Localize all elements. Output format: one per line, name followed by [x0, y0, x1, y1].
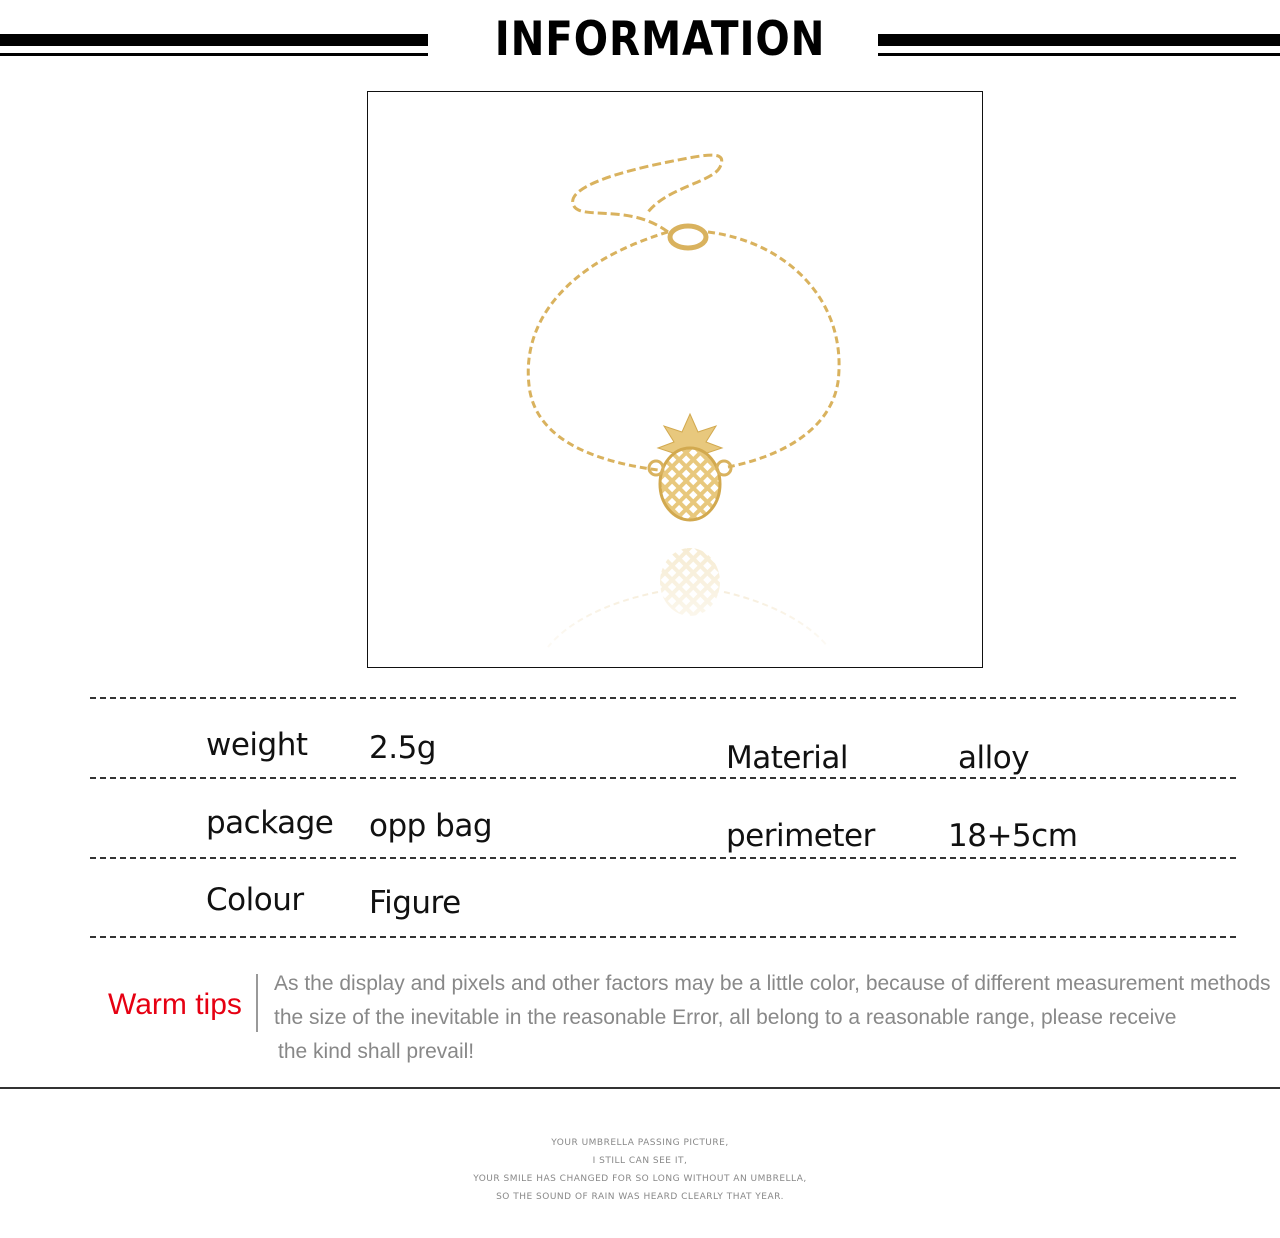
- footer-poem-line: SO THE SOUND OF RAIN WAS HEARD CLEARLY THAT YEAR.: [496, 1192, 784, 1202]
- extender-chain: [573, 155, 722, 232]
- lobster-clasp: [670, 226, 706, 248]
- footer-poem-line: I STILL CAN SEE IT,: [592, 1156, 688, 1166]
- footer-poem-line: YOUR SMILE HAS CHANGED FOR SO LONG WITHOUT AN UMBRELLA,: [473, 1174, 807, 1184]
- pineapple-charm: [649, 414, 731, 520]
- table-divider: [90, 777, 1236, 779]
- header-bar-left: [0, 34, 428, 46]
- warm-tips-title: Warm tips: [108, 988, 242, 1021]
- package-value: opp bag: [369, 808, 493, 844]
- section-divider: [0, 1087, 1280, 1089]
- bracelet-illustration: [368, 92, 983, 668]
- warm-tips-separator: [256, 974, 258, 1032]
- material-label: Material: [726, 740, 848, 776]
- weight-value: 2.5g: [369, 730, 436, 766]
- perimeter-value: 18+5cm: [948, 818, 1078, 854]
- colour-label: Colour: [206, 882, 304, 918]
- header-bar-right: [878, 34, 1280, 46]
- header-line-left: [0, 53, 428, 56]
- header-line-right: [878, 53, 1280, 56]
- package-label: package: [206, 805, 334, 841]
- table-divider: [90, 857, 1236, 859]
- weight-label: weight: [206, 727, 308, 763]
- perimeter-label: perimeter: [726, 818, 875, 854]
- table-divider: [90, 697, 1236, 699]
- warm-tips-line: the size of the inevitable in the reasonable Error, all belong to a reasonable range, please receive: [274, 1006, 1177, 1029]
- page-title: INFORMATION: [494, 12, 826, 67]
- product-photo: [367, 91, 983, 668]
- footer-poem-line: YOUR UMBRELLA PASSING PICTURE,: [551, 1138, 729, 1148]
- colour-value: Figure: [369, 885, 461, 921]
- warm-tips-line: As the display and pixels and other factors may be a little color, because of different measurement methods: [274, 972, 1271, 995]
- warm-tips-line: the kind shall prevail!: [278, 1040, 475, 1063]
- table-divider: [90, 936, 1236, 938]
- material-value: alloy: [958, 740, 1030, 776]
- main-chain: [528, 232, 668, 470]
